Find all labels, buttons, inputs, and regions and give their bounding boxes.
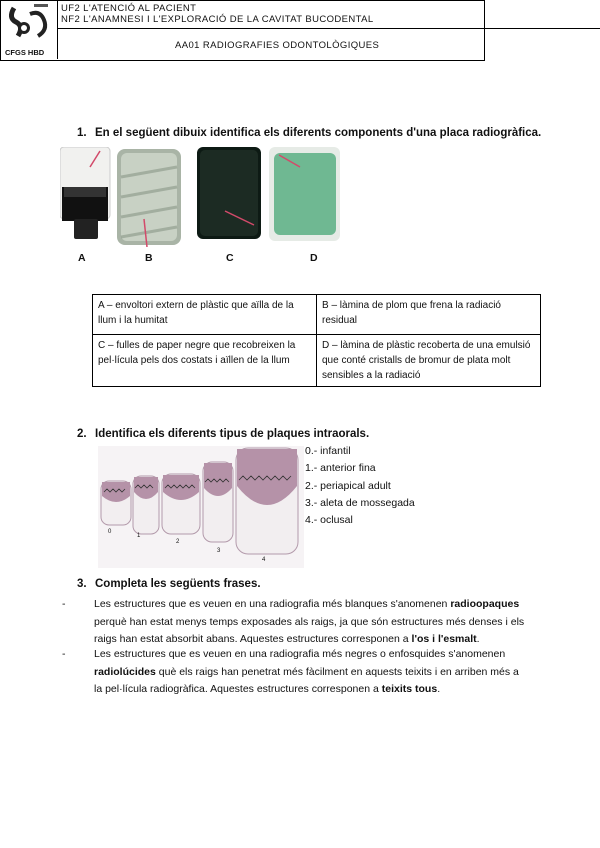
plate-number-1: 1: [137, 533, 141, 539]
term-radioopaques: radioopaques: [450, 598, 520, 610]
paragraph-radiolucent: [94, 646, 541, 699]
logo-graphic-icon: [0, 0, 56, 47]
p2-line1: Les estructures que es veuen en una radiografia més negres o enfosquides s'anomenen: [94, 648, 506, 660]
term-soft-tissue: teixits tous: [381, 683, 438, 695]
film-a-image: [60, 147, 110, 239]
paragraph-radioopaque: [94, 596, 541, 649]
film-components-figure: [60, 147, 342, 247]
p1-line2: perquè han estat menys temps exposades als raigs, ja que són estructures més denses i els: [94, 615, 525, 628]
p2-end: .: [437, 683, 441, 695]
q1-number: 1.: [77, 127, 87, 139]
table-row: [93, 295, 541, 335]
document-header: [0, 0, 485, 61]
bullet-dash: -: [62, 598, 66, 610]
plate-number-0: 0: [108, 529, 112, 535]
label-a: A: [78, 252, 86, 264]
bullet-dash: -: [62, 648, 66, 660]
plate-2-image: [162, 474, 200, 534]
p2-line3: la pel·lícula radiogràfica. Aquestes estructures corresponen a: [94, 683, 382, 695]
film-c-image: [197, 147, 261, 239]
components-table: [92, 294, 541, 387]
label-b: B: [145, 252, 153, 264]
type-list: [305, 443, 415, 529]
list-item: 0.- infantil: [305, 445, 351, 457]
plate-number-4: 4: [262, 557, 266, 563]
film-d-image: [269, 147, 340, 241]
plate-1-image: [133, 476, 159, 534]
plate-4-image: [236, 448, 298, 554]
p2-line2: què els raigs han penetrat més fàcilment en aquests teixits i en arriben més a: [155, 665, 519, 678]
p1-line3: raigs han estat absorbit abans. Aquestes estructures corresponen a: [94, 633, 412, 645]
cell-c: C – fulles de paper negre que recobreixen la pel·lícula pels dos costats i aïllen de la llum: [93, 335, 317, 387]
q2-number: 2.: [77, 428, 87, 440]
cell-b: B – làmina de plom que frena la radiació residual: [317, 295, 541, 335]
list-item: 2.- periapical adult: [305, 479, 391, 492]
film-b-image: [117, 149, 181, 247]
term-bone-enamel: l'os i l'esmalt: [411, 633, 477, 645]
plate-0-image: [101, 481, 131, 525]
logo-caption: CFGS HBD: [5, 48, 45, 57]
term-radiolucides: radiolúcides: [94, 665, 156, 678]
label-c: C: [226, 252, 234, 264]
list-item: 3.- aleta de mossegada: [305, 496, 415, 509]
list-item: 1.- anterior fina: [305, 462, 376, 475]
q2-text: Identifica els diferents tipus de plaques intraorals.: [95, 428, 370, 440]
plate-number-3: 3: [217, 548, 221, 554]
label-d: D: [310, 252, 318, 264]
plate-number-2: 2: [176, 539, 180, 545]
module-cell: [57, 0, 600, 29]
q3-text: Completa les següents frases.: [95, 578, 261, 590]
q1-text: En el següent dibuix identifica els diferents components d'una placa radiogràfica.: [95, 127, 542, 139]
p1-end: .: [476, 633, 480, 645]
plate-3-image: [203, 462, 233, 542]
intraoral-plates-figure: [98, 446, 304, 568]
list-item: 4.- oclusal: [305, 514, 353, 527]
school-logo: [0, 0, 58, 59]
q3-number: 3.: [77, 578, 87, 590]
table-row: [93, 335, 541, 387]
p1-text: Les estructures que es veuen en una radiografia més blanques s'anomenen: [94, 598, 451, 610]
activity-title: AA01 RADIOGRAFIES ODONTOLÒGIQUES: [175, 40, 380, 51]
module-line-1: UF2 L'ATENCIÓ AL PACIENT: [61, 3, 197, 14]
cell-d: D – làmina de plàstic recoberta de una emulsió que conté cristalls de bromur de plata molt sensibles a la radiació: [317, 335, 541, 387]
module-line-2: NF2 L'ANAMNESI I L'EXPLORACIÓ DE LA CAVITAT BUCODENTAL: [61, 14, 374, 25]
cell-a: A – envoltori extern de plàstic que aïlla de la llum i la humitat: [93, 295, 317, 335]
